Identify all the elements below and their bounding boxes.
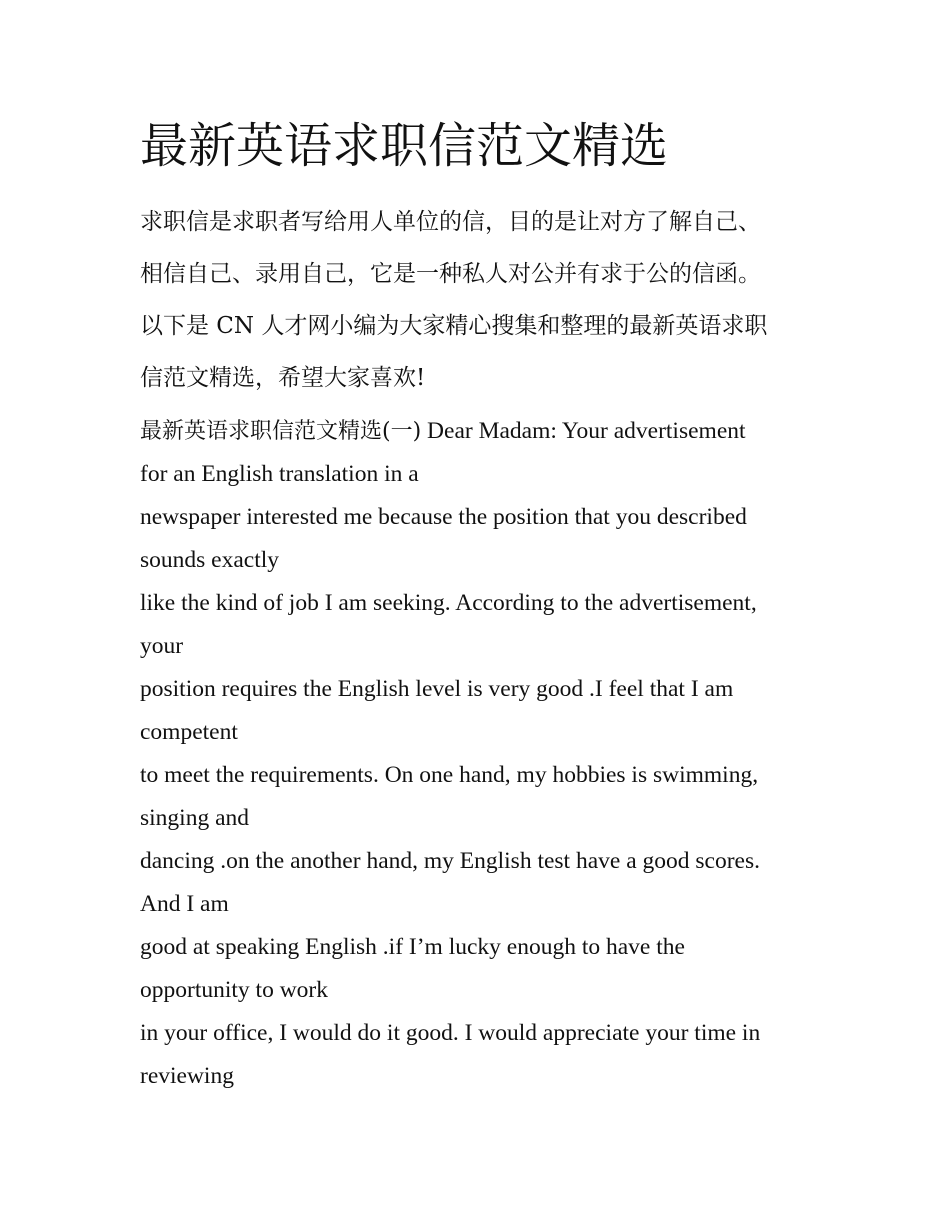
letter-line: dancing .on the another hand, my English test have a good scores. bbox=[140, 848, 760, 874]
letter-line: like the kind of job I am seeking. According to the advertisement, bbox=[140, 590, 757, 616]
letter-line: good at speaking English .if I’m lucky enough to have the bbox=[140, 934, 685, 960]
letter-line: competent bbox=[140, 719, 238, 745]
intro-line: 信范文精选，希望大家喜欢! bbox=[140, 365, 426, 391]
letter-line: position requires the English level is very good .I feel that I am bbox=[140, 676, 734, 702]
letter-line: your bbox=[140, 633, 184, 659]
letter-line: singing and bbox=[140, 805, 250, 831]
intro-paragraph bbox=[140, 196, 820, 404]
letter-line: for an English translation in a bbox=[140, 461, 419, 487]
letter-line: newspaper interested me because the position that you described bbox=[140, 504, 747, 530]
letter-line: And I am bbox=[140, 891, 229, 917]
intro-line: 以下是 CN 人才网小编为大家精心搜集和整理的最新英语求职 bbox=[140, 313, 768, 339]
letter-body bbox=[140, 410, 820, 1098]
letter-line: opportunity to work bbox=[140, 977, 328, 1003]
letter-line: in your office, I would do it good. I would appreciate your time in bbox=[140, 1020, 761, 1046]
letter-line: sounds exactly bbox=[140, 547, 280, 573]
letter-line: reviewing bbox=[140, 1063, 234, 1089]
letter-line: to meet the requirements. On one hand, my hobbies is swimming, bbox=[140, 762, 759, 788]
letter-heading: 最新英语求职信范文精选(一) bbox=[140, 419, 422, 444]
intro-line: 求职信是求职者写给用人单位的信，目的是让对方了解自己、 bbox=[140, 209, 761, 235]
document-title: 最新英语求职信范文精选 bbox=[140, 118, 669, 174]
letter-line-first bbox=[140, 410, 820, 453]
intro-line: 相信自己、录用自己，它是一种私人对公并有求于公的信函。 bbox=[140, 261, 761, 287]
letter-salutation: Dear Madam: Your advertisement bbox=[421, 418, 746, 444]
document-page bbox=[140, 110, 820, 1098]
